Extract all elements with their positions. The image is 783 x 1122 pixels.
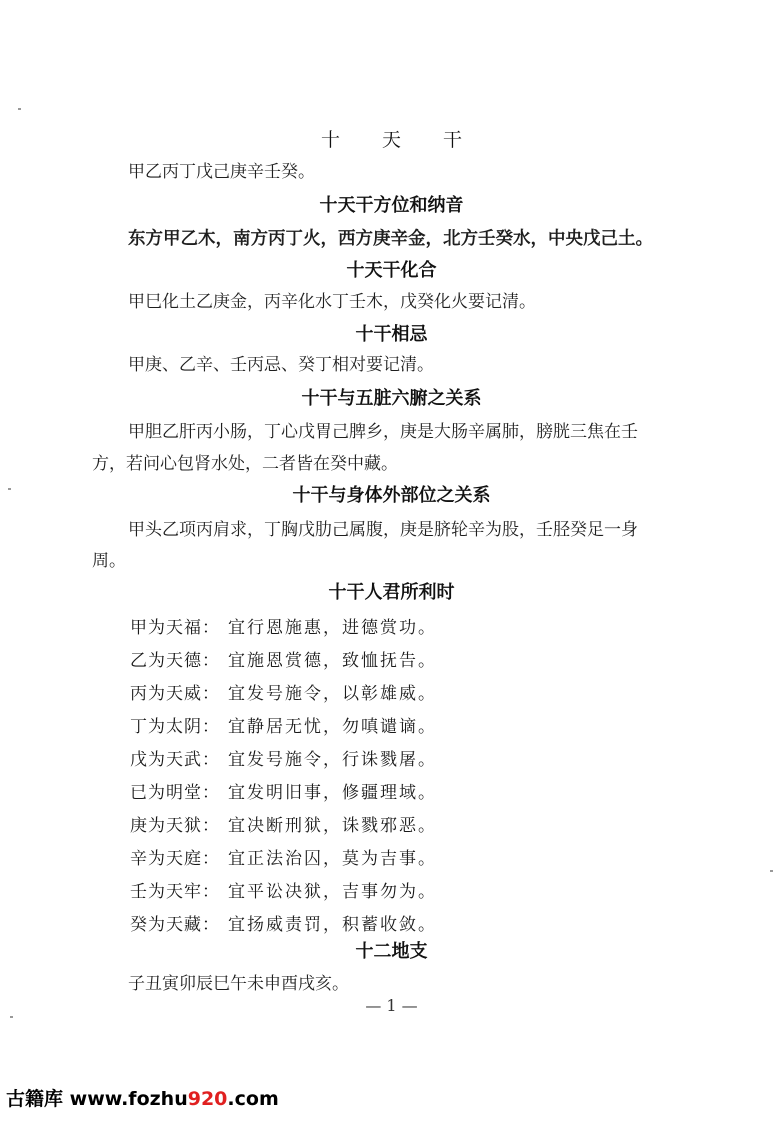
title-huahe: 十天干化合: [346, 260, 437, 281]
title-renjun: 十干人君所利时: [328, 582, 455, 603]
list-item: 戊为天武： 宜发号施令，行诛戮屠。: [130, 750, 437, 770]
text-zangfu-line1: 甲胆乙肝丙小肠，丁心戊胃己脾乡，庚是大肠辛属肺，膀胱三焦在壬: [128, 422, 638, 442]
watermark-url: www.fozhu920.com: [69, 1088, 279, 1110]
list-item: 乙为天德： 宜施恩赏德，致恤抚告。: [130, 651, 437, 671]
list-item: 癸为天藏： 宜扬威责罚，积蓄收敛。: [130, 915, 437, 935]
scan-speck: [770, 870, 773, 872]
title-dizhi: 十二地支: [355, 941, 428, 962]
title-tiangan: 十 天 干: [320, 129, 481, 151]
list-item: 丁为太阴： 宜静居无忧，勿嗔谴谪。: [130, 717, 437, 737]
list-item: 已为明堂： 宜发明旧事，修疆理域。: [130, 783, 437, 803]
list-item: 壬为天牢： 宜平讼决狱，吉事勿为。: [130, 882, 437, 902]
title-shenti: 十干与身体外部位之关系: [292, 485, 491, 506]
list-item: 甲为天福： 宜行恩施惠，进德赏功。: [130, 618, 437, 638]
text-shenti-line2: 周。: [92, 551, 126, 571]
watermark-footer: [6, 1086, 279, 1112]
list-item: 庚为天狱： 宜决断刑狱，诛戮邪恶。: [130, 816, 437, 836]
text-tiangan: 甲乙丙丁戊己庚辛壬癸。: [128, 162, 315, 182]
title-fangwei: 十天干方位和纳音: [319, 195, 464, 216]
page-number: — 1 —: [365, 996, 418, 1015]
title-zangfu: 十干与五脏六腑之关系: [301, 388, 482, 409]
scan-speck: [10, 1016, 13, 1018]
title-xiangji: 十干相忌: [355, 324, 428, 345]
watermark-site-name: 古籍库: [6, 1088, 64, 1110]
text-xiangji: 甲庚、乙辛、壬丙忌、癸丁相对要记清。: [128, 355, 434, 375]
text-shenti-line1: 甲头乙项丙肩求，丁胸戊肋己属腹，庚是脐轮辛为股，壬胫癸足一身: [128, 520, 638, 540]
text-dizhi: 子丑寅卯辰巳午未申酉戌亥。: [128, 974, 349, 994]
scan-speck: [8, 488, 11, 490]
text-fangwei: 东方甲乙木，南方丙丁火，西方庚辛金，北方壬癸水，中央戊己土。: [128, 229, 653, 249]
list-item: 辛为天庭： 宜正法治囚，莫为吉事。: [130, 849, 437, 869]
list-item: 丙为天威： 宜发号施令，以彰雄威。: [130, 684, 437, 704]
text-huahe: 甲巳化土乙庚金，丙辛化水丁壬木，戊癸化火要记清。: [128, 292, 536, 312]
scan-speck: [18, 108, 21, 110]
text-zangfu-line2: 方，若问心包肾水处，二者皆在癸中藏。: [92, 454, 398, 474]
